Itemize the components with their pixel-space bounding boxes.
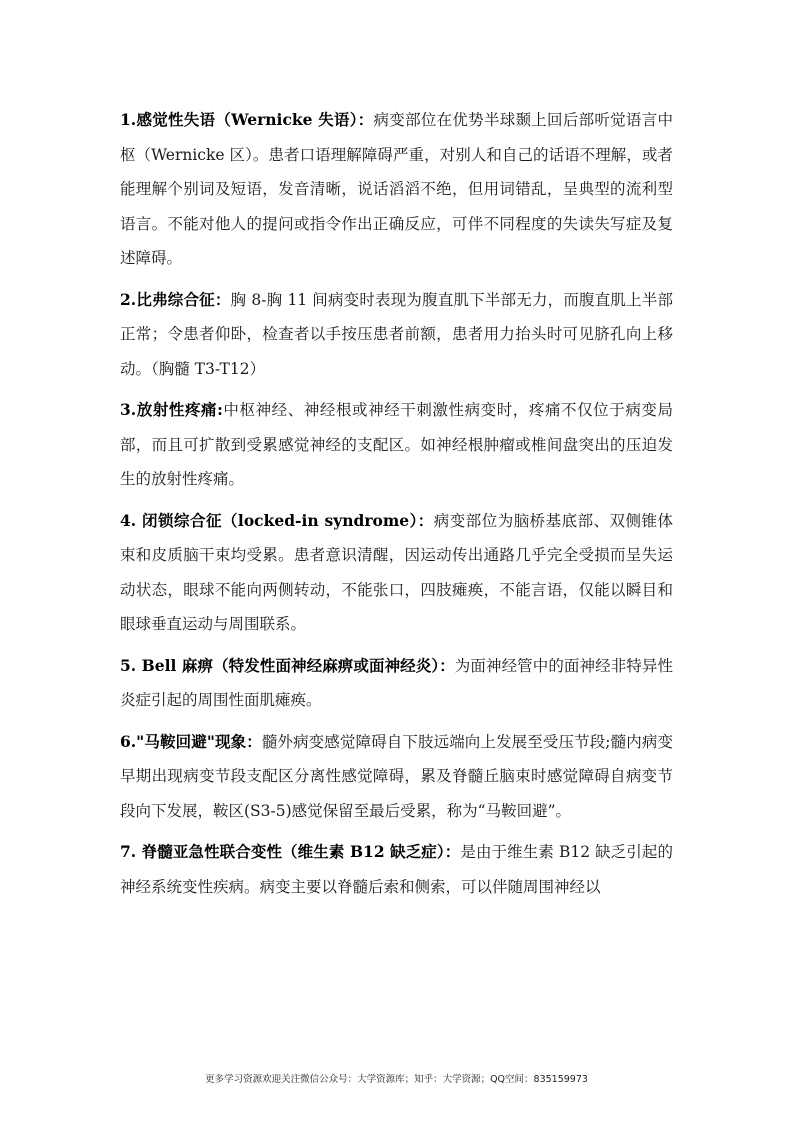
entry-bell-palsy — [120, 649, 673, 718]
entry-term: 2.比弗综合征： — [120, 289, 231, 309]
entry-term: 4. 闭锁综合征（locked-in syndrome）： — [120, 510, 434, 530]
entry-term: 7. 脊髓亚急性联合变性（维生素 B12 缺乏症）： — [120, 842, 461, 861]
entry-text: 为面神经管中的面神经非特异性炎症引起的周围性面肌瘫痪。 — [120, 656, 673, 709]
entry-term: 5. Bell 麻痹（特发性面神经麻痹或面神经炎）： — [120, 655, 455, 675]
entry-text: 髓外病变感觉障碍自下肢远端向上发展至受压节段;髓内病变早期出现病变节段支配区分离性感觉障碍，累及脊髓丘脑束时感觉障碍自病变节段向下发展，鞍区(S3-5)感觉保留至最后受累，称为“马鞍回避”。 — [120, 732, 673, 820]
document-body — [120, 103, 673, 911]
entry-locked-in-syndrome — [120, 504, 673, 642]
entry-term: 3.放射性疼痛: — [120, 400, 223, 419]
entry-radiating-pain — [120, 393, 673, 497]
entry-text: 胸 8-胸 11 间病变时表现为腹直肌下半部无力，而腹直肌上半部正常；令患者仰卧，检查者以手按压患者前额，患者用力抬头时可见脐孔向上移动。（胸髓 T3-T12） — [120, 290, 673, 378]
entry-saddle-sparing — [120, 725, 673, 829]
entry-term: 1.感觉性失语（Wernicke 失语）： — [120, 110, 374, 129]
entry-term: 6."马鞍回避"现象： — [120, 731, 262, 751]
entry-text: 是由于维生素 B12 缺乏引起的神经系统变性疾病。病变主要以脊髓后索和侧索，可以伴随周围神经以 — [120, 843, 674, 896]
entry-beevor-sign — [120, 283, 673, 387]
entry-text: 病变部位在优势半球颞上回后部听觉语言中枢（Wernicke 区）。患者口语理解障碍严重，对别人和自己的话语不理解，或者能理解个别词及短语，发音清晰，说话滔滔不绝，但用词错乱，呈典型的流利型语言。不能对他人的提问或指令作出正确反应，可伴不同程度的失读失写症及复述障碍。 — [120, 111, 673, 267]
entry-sensory-aphasia — [120, 103, 673, 276]
entry-text: 中枢神经、神经根或神经干刺激性病变时，疼痛不仅位于病变局部，而且可扩散到受累感觉神经的支配区。如神经根肿瘤或椎间盘突出的压迫发生的放射性疼痛。 — [120, 401, 673, 488]
entry-subacute-combined-degeneration — [120, 835, 673, 904]
page-footer: 更多学习资源欢迎关注微信公众号：大学资源库；知乎：大学资源；QQ空间：835159973 — [205, 1074, 588, 1085]
entry-text: 病变部位为脑桥基底部、双侧锥体束和皮质脑干束均受累。患者意识清醒，因运动传出通路几乎完全受损而呈失运动状态，眼球不能向两侧转动，不能张口，四肢瘫痪，不能言语，仅能以瞬目和眼球垂直运动与周围联系。 — [120, 511, 673, 633]
